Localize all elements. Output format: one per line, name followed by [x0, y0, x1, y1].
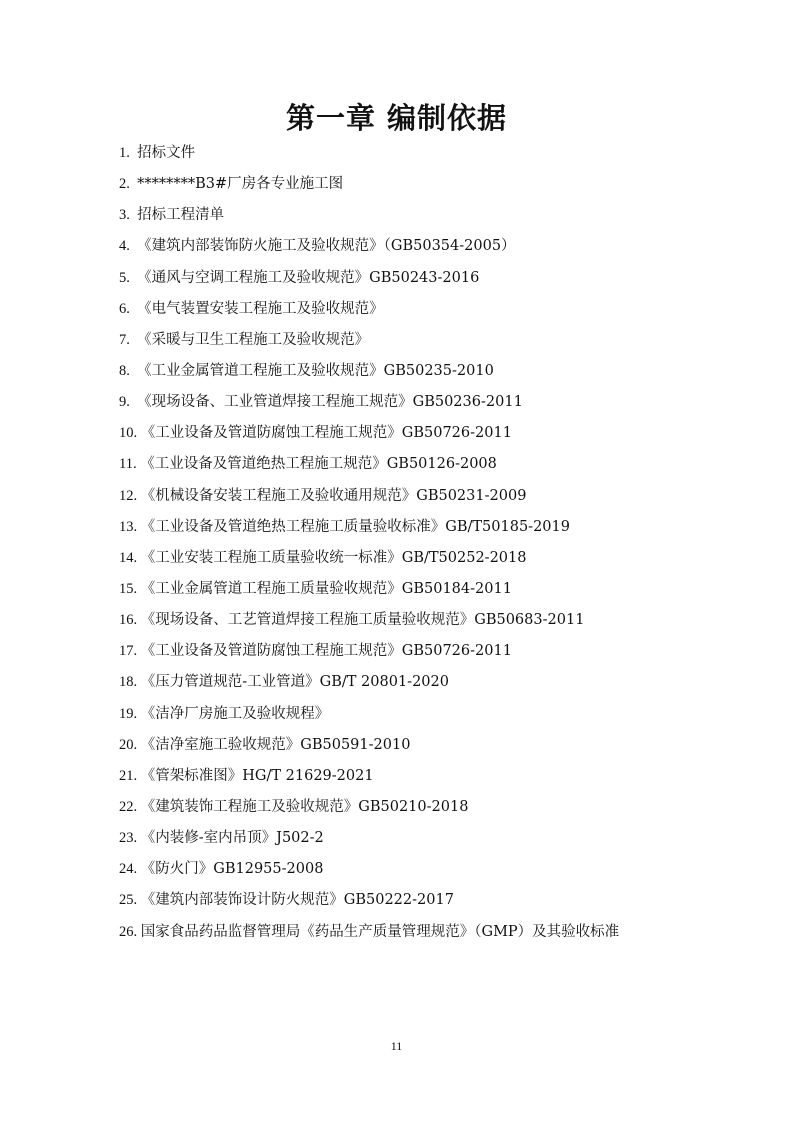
item-number: 19. [119, 705, 141, 722]
item-text: 《洁净室施工验收规范》GB50591-2010 [140, 736, 411, 753]
item-number: 18. [119, 674, 141, 691]
list-item [119, 667, 779, 698]
item-number: 6. [119, 300, 138, 317]
item-text: 《现场设备、工业管道焊接工程施工规范》GB50236-2011 [137, 394, 523, 411]
item-number: 25. [119, 892, 141, 909]
list-item [119, 481, 779, 512]
item-text: 国家食品药品监督管理局《药品生产质量管理规范》（GMP）及其验收标准 [140, 923, 620, 940]
item-text: 《工业设备及管道绝热工程施工规范》GB50126-2008 [140, 456, 497, 473]
item-text: 《采暖与卫生工程施工及验收规范》 [137, 331, 370, 348]
item-text: 《工业设备及管道防腐蚀工程施工规范》GB50726-2011 [140, 643, 512, 660]
list-item [119, 636, 779, 667]
item-number: 3. [119, 207, 138, 224]
item-number: 1. [119, 145, 138, 161]
item-number: 20. [119, 736, 141, 753]
item-number: 7. [119, 331, 138, 348]
item-number: 13. [119, 518, 141, 535]
item-text: 《工业金属管道工程施工质量验收规范》GB50184-2011 [140, 580, 512, 597]
list-item [119, 325, 779, 356]
item-text: 《防火门》GB12955-2008 [140, 861, 324, 878]
list-item [119, 263, 779, 294]
list-item [119, 854, 779, 885]
item-text: 招标文件 [137, 145, 196, 161]
item-text: ********B3#厂房各专业施工图 [137, 176, 344, 193]
list-item [119, 823, 779, 854]
item-number: 9. [119, 394, 138, 411]
chapter-title: 第一章 编制依据 [285, 101, 508, 135]
item-text: 《电气装置安装工程施工及验收规范》 [137, 300, 384, 317]
list-item [119, 761, 779, 792]
list-item [119, 512, 779, 543]
item-text: 《压力管道规范-工业管道》GB/T 20801-2020 [140, 674, 449, 691]
list-item [119, 885, 779, 916]
list-item [119, 418, 779, 449]
list-item [119, 169, 779, 200]
list-item [119, 792, 779, 823]
list-item [119, 449, 779, 480]
item-text: 《工业设备及管道绝热工程施工质量验收标准》GB/T50185-2019 [140, 518, 570, 535]
list-item [119, 574, 779, 605]
item-number: 8. [119, 362, 138, 379]
list-item [119, 699, 779, 730]
item-number: 16. [119, 612, 141, 629]
list-item [119, 730, 779, 761]
list-item [119, 917, 779, 948]
list-item [119, 138, 779, 169]
item-text: 《机械设备安装工程施工及验收通用规范》GB50231-2009 [140, 487, 527, 504]
item-text: 《通风与空调工程施工及验收规范》GB50243-2016 [137, 269, 480, 286]
list-item [119, 200, 779, 231]
list-item [119, 356, 779, 387]
item-text: 《建筑内部装饰防火施工及验收规范》（GB50354-2005） [137, 238, 516, 255]
item-number: 22. [119, 798, 141, 815]
item-text: 《建筑装饰工程施工及验收规范》GB50210-2018 [140, 798, 469, 815]
item-number: 24. [119, 861, 141, 878]
item-number: 4. [119, 238, 138, 255]
item-number: 12. [119, 487, 141, 504]
item-text: 《洁净厂房施工及验收规程》 [140, 705, 330, 722]
item-number: 11. [119, 456, 141, 473]
item-number: 21. [119, 767, 141, 784]
list-item [119, 605, 779, 636]
basis-list [119, 138, 779, 948]
item-text: 《管架标准图》HG/T 21629-2021 [140, 767, 374, 784]
item-number: 15. [119, 580, 141, 597]
item-text: 招标工程清单 [137, 207, 225, 224]
item-number: 10. [119, 425, 141, 442]
item-number: 14. [119, 549, 141, 566]
item-text: 《内装修-室内吊顶》J502-2 [140, 830, 324, 847]
item-number: 26. [119, 923, 141, 940]
list-item [119, 387, 779, 418]
item-text: 《现场设备、工艺管道焊接工程施工质量验收规范》GB50683-2011 [140, 612, 585, 629]
list-item [119, 294, 779, 325]
page-number: 11 [390, 1039, 403, 1053]
item-number: 17. [119, 643, 141, 660]
item-text: 《建筑内部装饰设计防火规范》GB50222-2017 [140, 892, 454, 909]
list-item [119, 543, 779, 574]
item-number: 23. [119, 830, 141, 847]
item-number: 2. [119, 176, 138, 193]
item-text: 《工业设备及管道防腐蚀工程施工规范》GB50726-2011 [140, 425, 512, 442]
list-item [119, 231, 779, 262]
item-text: 《工业安装工程施工质量验收统一标准》GB/T50252-2018 [140, 549, 527, 566]
item-number: 5. [119, 269, 138, 286]
item-text: 《工业金属管道工程施工及验收规范》GB50235-2010 [137, 362, 494, 379]
